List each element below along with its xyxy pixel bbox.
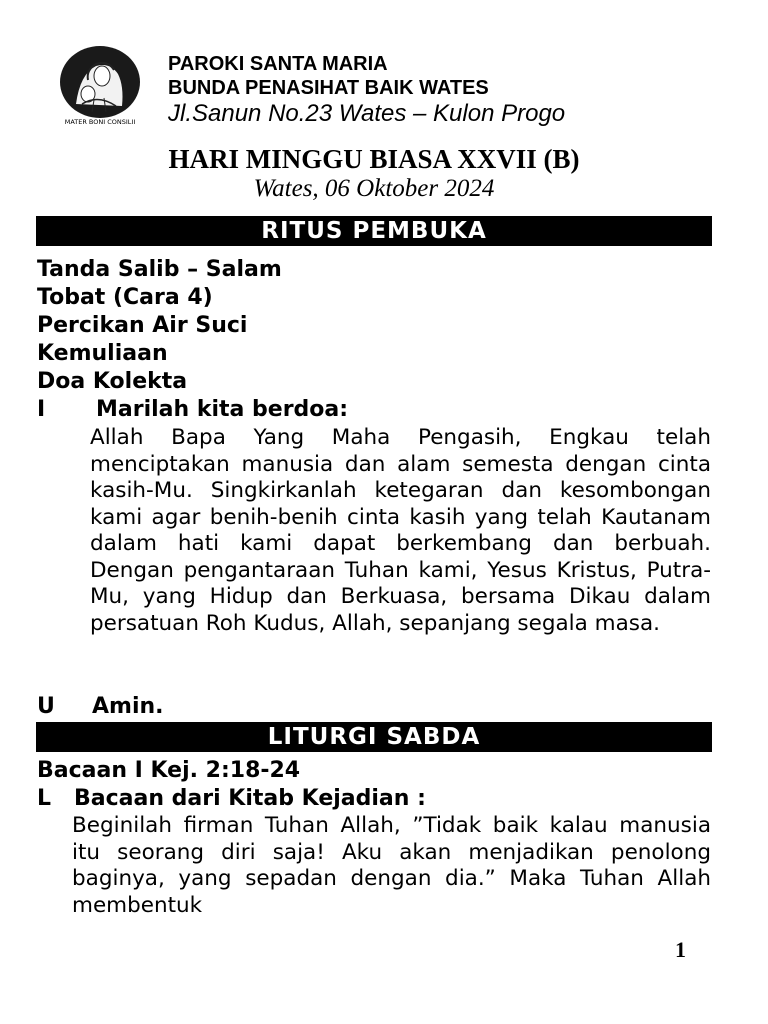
reading-text: Beginilah firman Tuhan Allah, ”Tidak baik kalau manusia itu seorang diri saja! Aku akan menjadikan penolong baginya, yang sepadan dengan dia.” Maka Tuhan Allah membentuk <box>72 813 711 918</box>
section-heading-liturgi-sabda: LITURGI SABDA <box>36 722 712 752</box>
rite-item: Kemuliaan <box>37 341 168 366</box>
page-date: Wates, 06 Oktober 2024 <box>253 175 495 202</box>
section-heading-ritus-pembuka: RITUS PEMBUKA <box>36 216 712 246</box>
page-number: 1 <box>675 937 686 962</box>
rite-item: Tanda Salib – Salam <box>37 257 282 282</box>
rite-item: Percikan Air Suci <box>37 313 248 338</box>
parish-name-line1: PAROKI SANTA MARIA <box>168 53 388 75</box>
rite-item: Doa Kolekta <box>37 369 188 394</box>
rite-item: Tobat (Cara 4) <box>37 285 213 310</box>
reading-intro: Bacaan dari Kitab Kejadian : <box>74 786 426 811</box>
parish-name-line2: BUNDA PENASIHAT BAIK WATES <box>168 77 489 99</box>
page-header <box>0 0 768 140</box>
role-label-umat: U <box>37 694 55 719</box>
parish-address: Jl.Sanun No.23 Wates – Kulon Progo <box>168 100 566 127</box>
logo-caption: MATER BONI CONSILII <box>64 118 136 126</box>
madonna-logo-icon <box>58 44 142 128</box>
prayer-invitation: Marilah kita berdoa: <box>96 397 349 422</box>
role-label-lektor: L <box>37 786 52 811</box>
people-response: Amin. <box>92 694 164 719</box>
role-label-imam: I <box>37 397 46 422</box>
page-title: HARI MINGGU BIASA XXVII (B) <box>168 144 580 174</box>
collect-prayer-text: Allah Bapa Yang Maha Pengasih, Engkau telah menciptakan manusia dan alam semesta dengan cinta kasih-Mu. Singkirkanlah ketegaran dan kesombongan kami agar benih-benih cinta kasih yang telah Kautanam dalam hati kami dapat berkembang dan berbuah. Dengan pengantaraan Tuhan kami, Yesus Kristus, Putra-Mu, yang Hidup dan Berkuasa, bersama Dikau dalam persatuan Roh Kudus, Allah, sepanjang segala masa. <box>90 425 711 636</box>
reading-title: Bacaan I Kej. 2:18-24 <box>37 758 301 783</box>
